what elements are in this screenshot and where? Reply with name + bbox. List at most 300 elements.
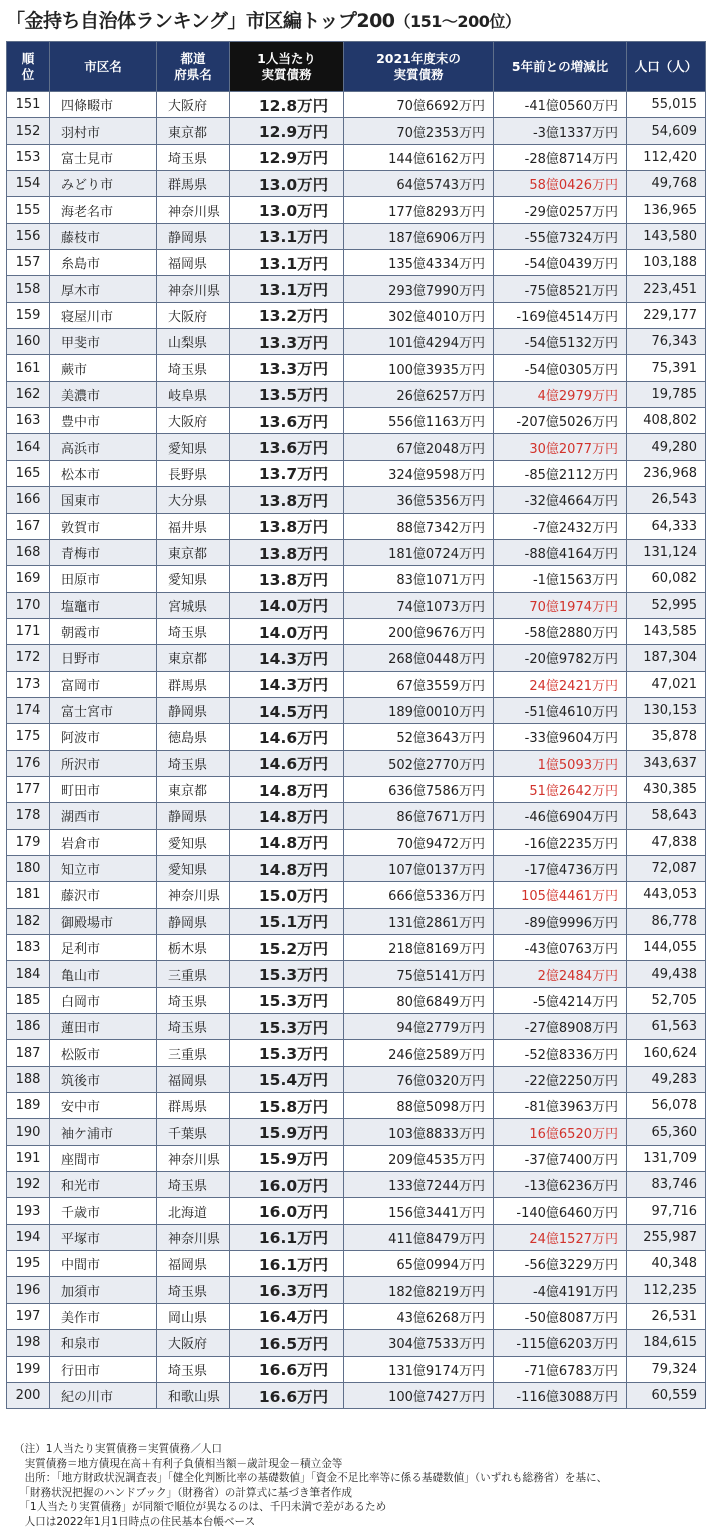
- population-cell: 49,283: [627, 1066, 706, 1092]
- city-cell: 袖ケ浦市: [50, 1119, 157, 1145]
- total-debt-cell: 100億7427万円: [344, 1382, 494, 1408]
- prefecture-cell: 山梨県: [157, 329, 230, 355]
- rank-cell: 171: [7, 618, 50, 644]
- population-cell: 79,324: [627, 1356, 706, 1382]
- city-cell: みどり市: [50, 171, 157, 197]
- population-cell: 136,965: [627, 197, 706, 223]
- city-cell: 美作市: [50, 1303, 157, 1329]
- population-cell: 76,343: [627, 329, 706, 355]
- per-capita-debt-cell: 15.3万円: [230, 987, 344, 1013]
- total-debt-cell: 70億2353万円: [344, 118, 494, 144]
- population-cell: 408,802: [627, 408, 706, 434]
- city-cell: 蕨市: [50, 355, 157, 381]
- city-cell: 行田市: [50, 1356, 157, 1382]
- population-cell: 47,838: [627, 829, 706, 855]
- table-row: [7, 1251, 706, 1277]
- table-row: [7, 1172, 706, 1198]
- rank-cell: 174: [7, 697, 50, 723]
- city-cell: 甲斐市: [50, 329, 157, 355]
- rank-cell: 182: [7, 908, 50, 934]
- change-cell: 16億6520万円: [494, 1119, 627, 1145]
- change-cell: 4億2979万円: [494, 381, 627, 407]
- city-cell: 朝霞市: [50, 618, 157, 644]
- prefecture-cell: 埼玉県: [157, 1014, 230, 1040]
- rank-cell: 165: [7, 460, 50, 486]
- city-cell: 塩竈市: [50, 592, 157, 618]
- total-debt-cell: 304億7533万円: [344, 1330, 494, 1356]
- prefecture-cell: 福井県: [157, 513, 230, 539]
- city-cell: 加須市: [50, 1277, 157, 1303]
- change-cell: -37億7400万円: [494, 1145, 627, 1171]
- prefecture-cell: 神奈川県: [157, 197, 230, 223]
- table-row: [7, 539, 706, 565]
- prefecture-cell: 東京都: [157, 645, 230, 671]
- per-capita-debt-cell: 16.0万円: [230, 1198, 344, 1224]
- table-row: [7, 855, 706, 881]
- table-row: [7, 1066, 706, 1092]
- city-cell: 四條畷市: [50, 92, 157, 118]
- change-cell: -116億3088万円: [494, 1382, 627, 1408]
- total-debt-cell: 502億2770万円: [344, 750, 494, 776]
- header-total-debt: 2021年度末の 実質債務: [344, 42, 494, 92]
- population-cell: 40,348: [627, 1251, 706, 1277]
- population-cell: 430,385: [627, 776, 706, 802]
- total-debt-cell: 67億3559万円: [344, 671, 494, 697]
- city-cell: 日野市: [50, 645, 157, 671]
- population-cell: 56,078: [627, 1093, 706, 1119]
- city-cell: 足利市: [50, 935, 157, 961]
- per-capita-debt-cell: 16.6万円: [230, 1356, 344, 1382]
- prefecture-cell: 埼玉県: [157, 750, 230, 776]
- per-capita-debt-cell: 14.3万円: [230, 671, 344, 697]
- population-cell: 236,968: [627, 460, 706, 486]
- total-debt-cell: 83億1071万円: [344, 566, 494, 592]
- change-cell: -54億5132万円: [494, 329, 627, 355]
- footnote-line: 人口は2022年1月1日時点の住民基本台帳ベース: [14, 1515, 256, 1528]
- total-debt-cell: 88億7342万円: [344, 513, 494, 539]
- total-debt-cell: 52億3643万円: [344, 724, 494, 750]
- change-cell: -29億0257万円: [494, 197, 627, 223]
- table-row: [7, 1330, 706, 1356]
- total-debt-cell: 200億9676万円: [344, 618, 494, 644]
- change-cell: -16億2235万円: [494, 829, 627, 855]
- table-row: [7, 935, 706, 961]
- rank-cell: 192: [7, 1172, 50, 1198]
- rank-cell: 188: [7, 1066, 50, 1092]
- prefecture-cell: 三重県: [157, 961, 230, 987]
- table-row: [7, 144, 706, 170]
- header-population: 人口（人）: [627, 42, 706, 92]
- change-cell: -3億1337万円: [494, 118, 627, 144]
- rank-cell: 170: [7, 592, 50, 618]
- table-row: [7, 487, 706, 513]
- prefecture-cell: 福岡県: [157, 1066, 230, 1092]
- population-cell: 144,055: [627, 935, 706, 961]
- total-debt-cell: 64億5743万円: [344, 171, 494, 197]
- change-cell: -20億9782万円: [494, 645, 627, 671]
- footnote-line: 「1人当たり実質債務」が同額で順位が異なるのは、千円未満で差があるため: [14, 1501, 387, 1514]
- per-capita-debt-cell: 13.6万円: [230, 434, 344, 460]
- rank-cell: 169: [7, 566, 50, 592]
- per-capita-debt-cell: 16.1万円: [230, 1251, 344, 1277]
- rank-cell: 186: [7, 1014, 50, 1040]
- per-capita-debt-cell: 13.3万円: [230, 355, 344, 381]
- city-cell: 藤沢市: [50, 882, 157, 908]
- city-cell: 湖西市: [50, 803, 157, 829]
- city-cell: 千歳市: [50, 1198, 157, 1224]
- table-row: [7, 592, 706, 618]
- change-cell: 2億2484万円: [494, 961, 627, 987]
- prefecture-cell: 静岡県: [157, 908, 230, 934]
- change-cell: -54億0439万円: [494, 250, 627, 276]
- rank-cell: 185: [7, 987, 50, 1013]
- change-cell: 51億2642万円: [494, 776, 627, 802]
- city-cell: 寝屋川市: [50, 302, 157, 328]
- header-per-capita-debt: 1人当たり 実質債務: [230, 42, 344, 92]
- population-cell: 83,746: [627, 1172, 706, 1198]
- population-cell: 64,333: [627, 513, 706, 539]
- table-row: [7, 197, 706, 223]
- table-row: [7, 250, 706, 276]
- prefecture-cell: 福岡県: [157, 250, 230, 276]
- total-debt-cell: 156億3441万円: [344, 1198, 494, 1224]
- prefecture-cell: 神奈川県: [157, 276, 230, 302]
- change-cell: -1億1563万円: [494, 566, 627, 592]
- change-cell: -22億2250万円: [494, 1066, 627, 1092]
- total-debt-cell: 181億0724万円: [344, 539, 494, 565]
- population-cell: 47,021: [627, 671, 706, 697]
- per-capita-debt-cell: 15.1万円: [230, 908, 344, 934]
- population-cell: 72,087: [627, 855, 706, 881]
- population-cell: 49,438: [627, 961, 706, 987]
- change-cell: -81億3963万円: [494, 1093, 627, 1119]
- rank-cell: 181: [7, 882, 50, 908]
- population-cell: 35,878: [627, 724, 706, 750]
- change-cell: 58億0426万円: [494, 171, 627, 197]
- table-row: [7, 302, 706, 328]
- change-cell: -33億9604万円: [494, 724, 627, 750]
- per-capita-debt-cell: 12.9万円: [230, 118, 344, 144]
- footnote-line: （注）1人当たり実質債務＝実質債務／人口: [14, 1443, 223, 1455]
- city-cell: 座間市: [50, 1145, 157, 1171]
- per-capita-debt-cell: 14.3万円: [230, 645, 344, 671]
- change-cell: -89億9996万円: [494, 908, 627, 934]
- city-cell: 和光市: [50, 1172, 157, 1198]
- prefecture-cell: 群馬県: [157, 1093, 230, 1119]
- change-cell: -55億7324万円: [494, 223, 627, 249]
- per-capita-debt-cell: 15.3万円: [230, 1040, 344, 1066]
- rank-cell: 154: [7, 171, 50, 197]
- header-prefecture: 都道 府県名: [157, 42, 230, 92]
- per-capita-debt-cell: 13.0万円: [230, 197, 344, 223]
- prefecture-cell: 神奈川県: [157, 1224, 230, 1250]
- rank-cell: 193: [7, 1198, 50, 1224]
- city-cell: 糸島市: [50, 250, 157, 276]
- total-debt-cell: 26億6257万円: [344, 381, 494, 407]
- population-cell: 75,391: [627, 355, 706, 381]
- prefecture-cell: 埼玉県: [157, 355, 230, 381]
- city-cell: 羽村市: [50, 118, 157, 144]
- population-cell: 49,768: [627, 171, 706, 197]
- change-cell: -28億8714万円: [494, 144, 627, 170]
- prefecture-cell: 静岡県: [157, 223, 230, 249]
- city-cell: 御殿場市: [50, 908, 157, 934]
- rank-cell: 198: [7, 1330, 50, 1356]
- rank-cell: 187: [7, 1040, 50, 1066]
- rank-cell: 168: [7, 539, 50, 565]
- table-row: [7, 908, 706, 934]
- per-capita-debt-cell: 15.0万円: [230, 882, 344, 908]
- population-cell: 55,015: [627, 92, 706, 118]
- population-cell: 58,643: [627, 803, 706, 829]
- per-capita-debt-cell: 15.4万円: [230, 1066, 344, 1092]
- change-cell: -169億4514万円: [494, 302, 627, 328]
- table-row: [7, 92, 706, 118]
- prefecture-cell: 静岡県: [157, 697, 230, 723]
- table-row: [7, 171, 706, 197]
- total-debt-cell: 43億6268万円: [344, 1303, 494, 1329]
- city-cell: 安中市: [50, 1093, 157, 1119]
- city-cell: 富岡市: [50, 671, 157, 697]
- total-debt-cell: 144億6162万円: [344, 144, 494, 170]
- per-capita-debt-cell: 14.8万円: [230, 776, 344, 802]
- change-cell: -7億2432万円: [494, 513, 627, 539]
- table-row: [7, 1303, 706, 1329]
- prefecture-cell: 岐阜県: [157, 381, 230, 407]
- population-cell: 130,153: [627, 697, 706, 723]
- table-row: [7, 276, 706, 302]
- per-capita-debt-cell: 13.8万円: [230, 513, 344, 539]
- change-cell: -46億6904万円: [494, 803, 627, 829]
- title-range: （151～200位）: [394, 12, 521, 31]
- prefecture-cell: 大阪府: [157, 1330, 230, 1356]
- table-row: [7, 697, 706, 723]
- rank-cell: 175: [7, 724, 50, 750]
- total-debt-cell: 209億4535万円: [344, 1145, 494, 1171]
- per-capita-debt-cell: 13.1万円: [230, 276, 344, 302]
- prefecture-cell: 大阪府: [157, 408, 230, 434]
- population-cell: 54,609: [627, 118, 706, 144]
- change-cell: -5億4214万円: [494, 987, 627, 1013]
- table-row: [7, 1014, 706, 1040]
- population-cell: 52,995: [627, 592, 706, 618]
- per-capita-debt-cell: 15.9万円: [230, 1145, 344, 1171]
- city-cell: 田原市: [50, 566, 157, 592]
- change-cell: -56億3229万円: [494, 1251, 627, 1277]
- city-cell: 松本市: [50, 460, 157, 486]
- table-row: [7, 671, 706, 697]
- rank-cell: 159: [7, 302, 50, 328]
- table-row: [7, 381, 706, 407]
- population-cell: 187,304: [627, 645, 706, 671]
- city-cell: 豊中市: [50, 408, 157, 434]
- city-cell: 町田市: [50, 776, 157, 802]
- table-row: [7, 513, 706, 539]
- total-debt-cell: 86億7671万円: [344, 803, 494, 829]
- total-debt-cell: 324億9598万円: [344, 460, 494, 486]
- population-cell: 26,543: [627, 487, 706, 513]
- rank-cell: 166: [7, 487, 50, 513]
- rank-cell: 176: [7, 750, 50, 776]
- per-capita-debt-cell: 14.0万円: [230, 592, 344, 618]
- table-row: [7, 1119, 706, 1145]
- population-cell: 143,585: [627, 618, 706, 644]
- prefecture-cell: 埼玉県: [157, 1356, 230, 1382]
- rank-cell: 152: [7, 118, 50, 144]
- per-capita-debt-cell: 12.8万円: [230, 92, 344, 118]
- change-cell: 1億5093万円: [494, 750, 627, 776]
- total-debt-cell: 70億6692万円: [344, 92, 494, 118]
- per-capita-debt-cell: 14.8万円: [230, 829, 344, 855]
- prefecture-cell: 埼玉県: [157, 1277, 230, 1303]
- prefecture-cell: 和歌山県: [157, 1382, 230, 1408]
- per-capita-debt-cell: 14.6万円: [230, 750, 344, 776]
- total-debt-cell: 182億8219万円: [344, 1277, 494, 1303]
- total-debt-cell: 556億1163万円: [344, 408, 494, 434]
- rank-cell: 163: [7, 408, 50, 434]
- population-cell: 255,987: [627, 1224, 706, 1250]
- change-cell: -71億6783万円: [494, 1356, 627, 1382]
- table-row: [7, 355, 706, 381]
- population-cell: 229,177: [627, 302, 706, 328]
- table-row: [7, 1224, 706, 1250]
- rank-cell: 184: [7, 961, 50, 987]
- city-cell: 海老名市: [50, 197, 157, 223]
- change-cell: -52億8336万円: [494, 1040, 627, 1066]
- per-capita-debt-cell: 15.2万円: [230, 935, 344, 961]
- total-debt-cell: 189億0010万円: [344, 697, 494, 723]
- per-capita-debt-cell: 16.1万円: [230, 1224, 344, 1250]
- change-cell: -17億4736万円: [494, 855, 627, 881]
- rank-cell: 179: [7, 829, 50, 855]
- per-capita-debt-cell: 16.4万円: [230, 1303, 344, 1329]
- table-row: [7, 329, 706, 355]
- prefecture-cell: 愛知県: [157, 829, 230, 855]
- total-debt-cell: 70億9472万円: [344, 829, 494, 855]
- prefecture-cell: 埼玉県: [157, 1172, 230, 1198]
- table-row: [7, 987, 706, 1013]
- total-debt-cell: 100億3935万円: [344, 355, 494, 381]
- prefecture-cell: 群馬県: [157, 671, 230, 697]
- total-debt-cell: 94億2779万円: [344, 1014, 494, 1040]
- total-debt-cell: 411億8479万円: [344, 1224, 494, 1250]
- change-cell: -43億0763万円: [494, 935, 627, 961]
- table-row: [7, 803, 706, 829]
- total-debt-cell: 88億5098万円: [344, 1093, 494, 1119]
- per-capita-debt-cell: 15.3万円: [230, 1014, 344, 1040]
- footnote-line: 出所：「地方財政状況調査表」「健全化判断比率の基礎数値」「資金不足比率等に係る基礎数値」（いずれも総務省）を基に、: [14, 1472, 608, 1485]
- rank-cell: 195: [7, 1251, 50, 1277]
- per-capita-debt-cell: 13.2万円: [230, 302, 344, 328]
- per-capita-debt-cell: 15.3万円: [230, 961, 344, 987]
- total-debt-cell: 75億5141万円: [344, 961, 494, 987]
- population-cell: 52,705: [627, 987, 706, 1013]
- table-row: [7, 645, 706, 671]
- rank-cell: 160: [7, 329, 50, 355]
- prefecture-cell: 埼玉県: [157, 987, 230, 1013]
- per-capita-debt-cell: 15.9万円: [230, 1119, 344, 1145]
- table-row: [7, 829, 706, 855]
- prefecture-cell: 東京都: [157, 118, 230, 144]
- rank-cell: 173: [7, 671, 50, 697]
- table-row: [7, 1093, 706, 1119]
- city-cell: 紀の川市: [50, 1382, 157, 1408]
- population-cell: 86,778: [627, 908, 706, 934]
- change-cell: -58億2880万円: [494, 618, 627, 644]
- total-debt-cell: 666億5336万円: [344, 882, 494, 908]
- city-cell: 岩倉市: [50, 829, 157, 855]
- city-cell: 敦賀市: [50, 513, 157, 539]
- per-capita-debt-cell: 14.5万円: [230, 697, 344, 723]
- rank-cell: 153: [7, 144, 50, 170]
- city-cell: 平塚市: [50, 1224, 157, 1250]
- total-debt-cell: 636億7586万円: [344, 776, 494, 802]
- table-row: [7, 566, 706, 592]
- population-cell: 65,360: [627, 1119, 706, 1145]
- footnote-line: 実質債務＝地方債現在高＋有利子負債相当額－歳計現金－積立金等: [14, 1457, 343, 1470]
- per-capita-debt-cell: 15.8万円: [230, 1093, 344, 1119]
- change-cell: -41億0560万円: [494, 92, 627, 118]
- prefecture-cell: 神奈川県: [157, 1145, 230, 1171]
- change-cell: -75億8521万円: [494, 276, 627, 302]
- table-row: [7, 434, 706, 460]
- prefecture-cell: 北海道: [157, 1198, 230, 1224]
- change-cell: -32億4664万円: [494, 487, 627, 513]
- rank-cell: 156: [7, 223, 50, 249]
- rank-cell: 162: [7, 381, 50, 407]
- prefecture-cell: 大阪府: [157, 92, 230, 118]
- prefecture-cell: 愛知県: [157, 566, 230, 592]
- header-5yr-change: 5年前との増減比: [494, 42, 627, 92]
- rank-cell: 199: [7, 1356, 50, 1382]
- per-capita-debt-cell: 13.0万円: [230, 171, 344, 197]
- prefecture-cell: 埼玉県: [157, 144, 230, 170]
- rank-cell: 178: [7, 803, 50, 829]
- prefecture-cell: 神奈川県: [157, 882, 230, 908]
- per-capita-debt-cell: 13.5万円: [230, 381, 344, 407]
- rank-cell: 157: [7, 250, 50, 276]
- total-debt-cell: 36億5356万円: [344, 487, 494, 513]
- rank-cell: 194: [7, 1224, 50, 1250]
- total-debt-cell: 133億7244万円: [344, 1172, 494, 1198]
- total-debt-cell: 177億8293万円: [344, 197, 494, 223]
- total-debt-cell: 131億2861万円: [344, 908, 494, 934]
- city-cell: 富士宮市: [50, 697, 157, 723]
- prefecture-cell: 宮城県: [157, 592, 230, 618]
- rank-cell: 158: [7, 276, 50, 302]
- city-cell: 松阪市: [50, 1040, 157, 1066]
- table-row: [7, 882, 706, 908]
- city-cell: 亀山市: [50, 961, 157, 987]
- prefecture-cell: 大阪府: [157, 302, 230, 328]
- total-debt-cell: 107億0137万円: [344, 855, 494, 881]
- table-row: [7, 460, 706, 486]
- city-cell: 青梅市: [50, 539, 157, 565]
- rank-cell: 189: [7, 1093, 50, 1119]
- change-cell: -140億6460万円: [494, 1198, 627, 1224]
- per-capita-debt-cell: 13.6万円: [230, 408, 344, 434]
- rank-cell: 180: [7, 855, 50, 881]
- total-debt-cell: 103億8833万円: [344, 1119, 494, 1145]
- prefecture-cell: 愛知県: [157, 855, 230, 881]
- rank-cell: 167: [7, 513, 50, 539]
- prefecture-cell: 福岡県: [157, 1251, 230, 1277]
- per-capita-debt-cell: 14.0万円: [230, 618, 344, 644]
- prefecture-cell: 徳島県: [157, 724, 230, 750]
- change-cell: -50億8087万円: [494, 1303, 627, 1329]
- total-debt-cell: 218億8169万円: [344, 935, 494, 961]
- per-capita-debt-cell: 16.5万円: [230, 1330, 344, 1356]
